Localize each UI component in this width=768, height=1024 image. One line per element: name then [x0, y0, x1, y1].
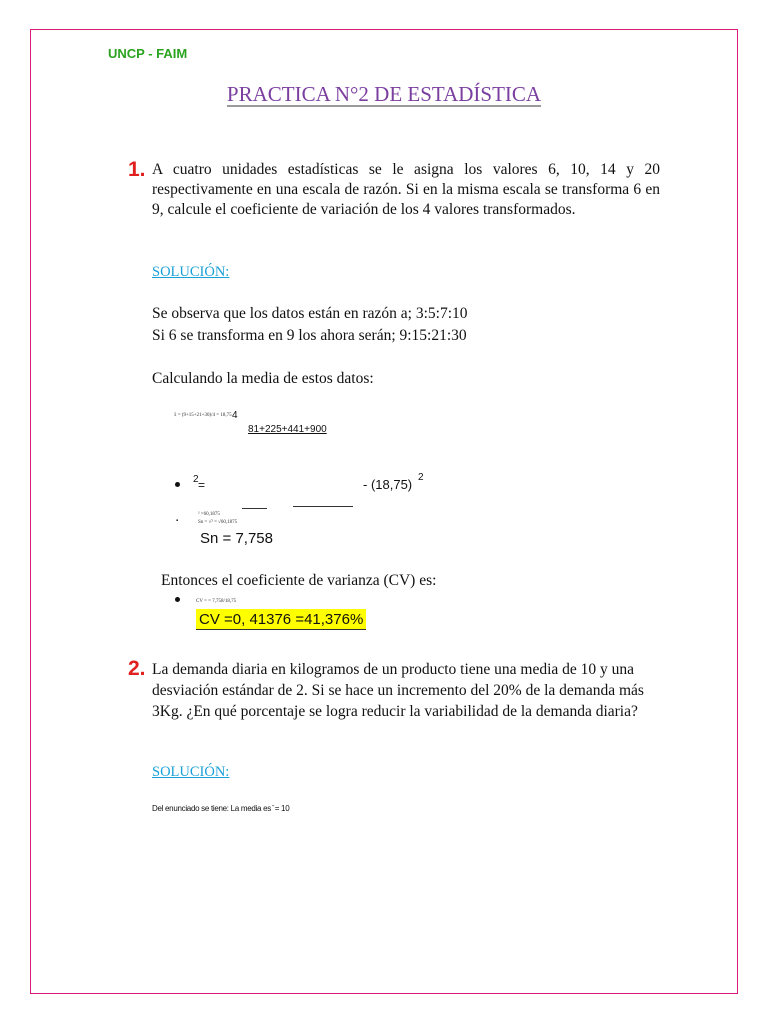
page-border-right: [737, 29, 738, 994]
mean-intro-line: Calculando la media de estos datos:: [152, 370, 374, 387]
variance-sup-2: 2: [193, 474, 199, 485]
sn-bullet-mark: ▪: [176, 518, 179, 524]
sn-formula-tiny: Sn = √² = √60,1875: [198, 520, 238, 525]
variance-sup-2b: 2: [418, 472, 424, 483]
cv-intro-line: Entonces el coeficiente de varianza (CV) es:: [161, 572, 437, 589]
transform-line: Si 6 se transforma en 9 los ahora serán; 9:15:21:30: [152, 327, 467, 344]
cv-result-highlight: CV =0, 41376 =41,376%: [196, 609, 366, 630]
problem-2-given: Del enunciado se tiene: La media es ̄ = 10: [152, 804, 290, 813]
variance-fraction-line-2: [293, 506, 353, 507]
problem-2-solution-label: SOLUCIÓN:: [152, 764, 230, 780]
sn-result: Sn = 7,758: [200, 530, 273, 547]
variance-equals: =: [198, 478, 206, 492]
document-title: PRACTICA N°2 DE ESTADÍSTICA: [226, 82, 542, 106]
page-border-top: [30, 29, 738, 30]
page-border-bottom: [30, 993, 738, 994]
variance-fraction-line-1: [242, 508, 267, 509]
problem-2-statement: La demanda diaria en kilogramos de un producto tiene una media de 10 y una desviación estándar de 2. Si se hace un incremento del 20% de la demanda más 3Kg. ¿En qué porcentaje se logra reducir la variabilidad de la demanda diaria?: [152, 661, 644, 720]
ratio-line: Se observa que los datos están en razón a; 3:5:7:10: [152, 305, 468, 322]
cv-bullet: [175, 597, 180, 602]
variance-bullet: [175, 482, 180, 487]
cv-formula-tiny: CV = = 7,758/18,75: [196, 599, 237, 604]
mean-formula-digit: 4: [232, 410, 238, 421]
page-border-left: [30, 29, 31, 994]
problem-2-number: 2.: [128, 657, 146, 680]
mean-formula-numerator: 81+225+441+900: [248, 424, 327, 435]
problem-1-statement: A cuatro unidades estadísticas se le asigna los valores 6, 10, 14 y 20 respectivamente en una escala de razón. Si en la misma escala se transforma 6 en 9, calcule el coeficiente de variación de los 4 valores transformados.: [152, 161, 660, 218]
problem-1-solution-label: SOLUCIÓN:: [152, 264, 230, 280]
problem-1-number: 1.: [128, 158, 146, 181]
variance-result-tiny: ² =60,1875: [198, 512, 220, 517]
mean-formula-tiny: x̄ = (9+15+21+30)/4 = 18,75: [174, 413, 232, 418]
header-label: UNCP - FAIM: [108, 46, 188, 61]
variance-minus-term: - (18,75): [363, 477, 413, 492]
